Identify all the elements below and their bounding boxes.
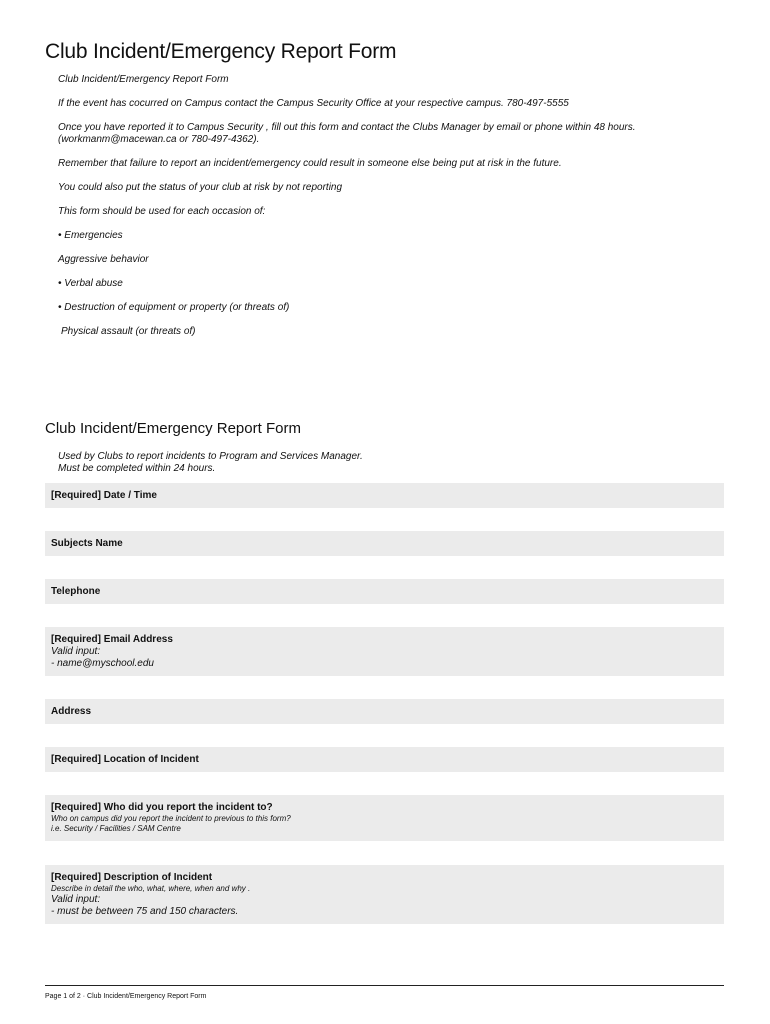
intro-reporting-line1: Once you have reported it to Campus Security , fill out this form and contact the Clubs Manager by email or phone within 48 hours. — [58, 122, 636, 133]
description-field[interactable] — [45, 865, 724, 924]
intro-campus-security: If the event has cocurred on Campus contact the Campus Security Office at your respective campus. 780-497-5555 — [58, 98, 569, 109]
intro-text — [58, 74, 718, 350]
description-label: [Required] Description of Incident — [51, 872, 213, 883]
email-valid-rule: - name@myschool.edu — [51, 658, 154, 669]
intro-item-verbal-abuse: • Verbal abuse — [58, 278, 123, 289]
form-section-desc-line2: Must be completed within 24 hours. — [58, 463, 216, 474]
email-label: [Required] Email Address — [51, 634, 173, 645]
date-time-label: [Required] Date / Time — [51, 490, 157, 501]
reported-to-example: i.e. Security / Facilities / SAM Centre — [51, 824, 181, 833]
telephone-label: Telephone — [51, 586, 101, 597]
page-title: Club Incident/Emergency Report Form — [45, 40, 397, 63]
intro-item-emergencies: • Emergencies — [58, 230, 123, 241]
description-valid-title: Valid input: — [51, 894, 101, 905]
description-valid-rule: - must be between 75 and 150 characters. — [51, 906, 239, 917]
intro-reporting-contact: (workmanm@macewan.ca or 780-497-4362). — [58, 134, 260, 145]
intro-item-aggressive: Aggressive behavior — [58, 254, 149, 265]
telephone-field[interactable] — [45, 579, 724, 604]
reported-to-help: Who on campus did you report the incident to previous to this form? — [51, 814, 291, 823]
intro-subtitle: Club Incident/Emergency Report Form — [58, 74, 229, 85]
location-label: [Required] Location of Incident — [51, 754, 199, 765]
email-valid-title: Valid input: — [51, 646, 101, 657]
email-field[interactable] — [45, 627, 724, 676]
reported-to-label: [Required] Who did you report the incident to? — [51, 802, 273, 813]
address-field[interactable] — [45, 699, 724, 724]
subjects-name-label: Subjects Name — [51, 538, 123, 549]
page-footer: Page 1 of 2 · Club Incident/Emergency Report Form — [45, 993, 207, 1000]
intro-item-destruction: • Destruction of equipment or property (or threats of) — [58, 302, 290, 313]
subjects-name-field[interactable] — [45, 531, 724, 556]
description-help: Describe in detail the who, what, where, when and why . — [51, 884, 251, 893]
intro-club-status-warning: You could also put the status of your club at risk by not reporting — [58, 182, 343, 193]
form-section-title: Club Incident/Emergency Report Form — [45, 420, 301, 437]
intro-reporting-instructions — [58, 122, 718, 146]
date-time-field[interactable] — [45, 483, 724, 508]
reported-to-field[interactable] — [45, 795, 724, 841]
form-section-desc-line1: Used by Clubs to report incidents to Program and Services Manager. — [58, 451, 363, 462]
footer-divider — [45, 985, 724, 986]
form-section-description — [58, 451, 363, 475]
address-label: Address — [51, 706, 92, 717]
intro-risk-warning: Remember that failure to report an incident/emergency could result in someone else being put at risk in the future. — [58, 158, 562, 169]
intro-item-physical-assault: Physical assault (or threats of) — [61, 326, 196, 337]
intro-usage-header: This form should be used for each occasion of: — [58, 206, 266, 217]
location-field[interactable] — [45, 747, 724, 772]
